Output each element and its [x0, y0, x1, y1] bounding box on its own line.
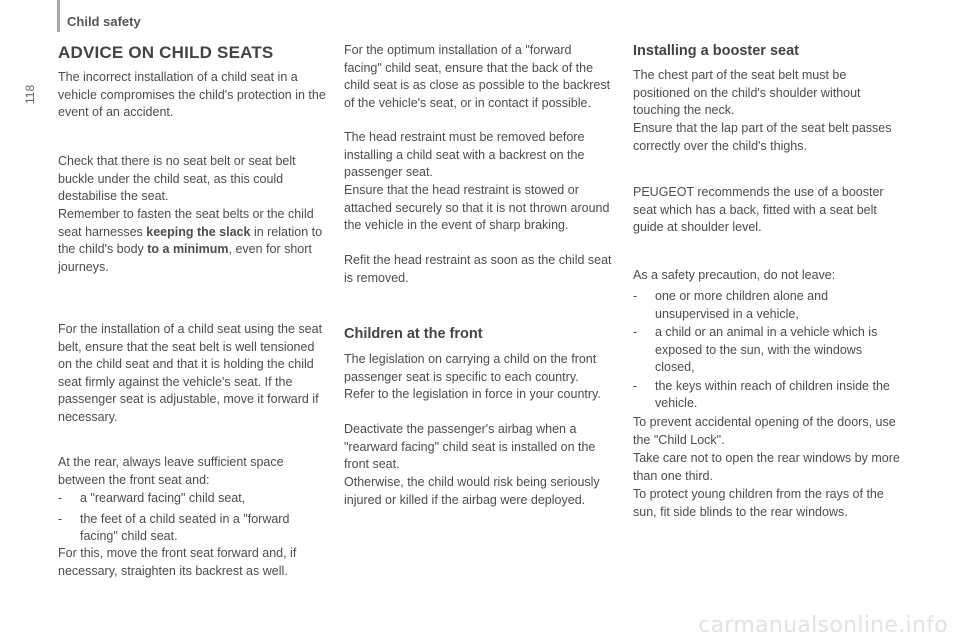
list-dash: - — [633, 289, 638, 303]
paragraph-deactivate-airbag: Deactivate the passenger's airbag when a "rearward facing" child seat is installed on the front seat. — [344, 422, 596, 471]
paragraph-remove-head-restraint: The head restraint must be removed before installing a child seat with a backrest on the passenger seat. — [344, 130, 585, 179]
paragraph-rear-windows: Take care not to open the rear windows by more than one third. — [633, 451, 900, 483]
text-run: Remember to fasten the seat belts or the child seat harnesses — [58, 207, 314, 239]
paragraph-peugeot-recommends: PEUGEOT recommends the use of a booster seat which has a back, fitted with a seat belt guide at shoulder level. — [633, 185, 884, 234]
paragraph-rear-space: At the rear, always leave sufficient space between the front seat and: — [58, 455, 284, 487]
text-run: , even for short journeys. — [58, 242, 312, 274]
paragraph-installation-seat-belt: For the installation of a child seat using the seat belt, ensure that the seat belt is well tensioned on the child seat and that it is holding the child seat firmly against the vehicle's seat. If the passenger seat is adjustable, move it forward if necessary. — [58, 322, 323, 424]
watermark: carmanualsonline.info — [698, 613, 948, 638]
paragraph-check-seat-belt: Check that there is no seat belt or seat belt buckle under the child seat, as this could destabilise the seat. — [58, 154, 296, 203]
paragraph-chest-belt: The chest part of the seat belt must be positioned on the child's shoulder without touching the neck. — [633, 68, 861, 117]
header-accent-bar — [57, 0, 60, 32]
paragraph-move-front-seat: For this, move the front seat forward and, if necessary, straighten its backrest as well. — [58, 546, 297, 578]
paragraph-child-lock: To prevent accidental opening of the doors, use the "Child Lock". — [633, 415, 896, 447]
list-item — [633, 324, 905, 377]
list-item — [633, 378, 905, 413]
list-dash: - — [633, 378, 638, 393]
subtitle-children-front: Children at the front — [344, 326, 483, 342]
list-rear-space — [58, 490, 330, 546]
list-dash: - — [58, 491, 63, 505]
emphasis-keeping-slack: keeping the slack — [146, 224, 251, 239]
page-title: ADVICE ON CHILD SEATS — [58, 43, 274, 62]
paragraph-safety-precaution: As a safety precaution, do not leave: — [633, 268, 836, 282]
list-dash: - — [58, 511, 63, 526]
paragraph-optimum-installation: For the optimum installation of a "forward facing" child seat, ensure that the back of the child seat is as close as possible to the backrest of the vehicle's seat, or in contact if possible. — [344, 43, 611, 110]
list-item — [633, 288, 905, 323]
list-item-text: a "rearward facing" child seat, — [80, 491, 246, 505]
list-item-text: the feet of a child seated in a "forward facing" child seat. — [80, 511, 290, 543]
paragraph-legislation: The legislation on carrying a child on the front passenger seat is specific to each country. Refer to the legislation in force in your country. — [344, 352, 601, 401]
page-number-box — [6, 40, 37, 104]
list-item-text: a child or an animal in a vehicle which is exposed to the sun, with the windows closed, — [655, 325, 878, 374]
page-number: 118 — [23, 84, 37, 104]
text-run: in relation to the child's body — [58, 224, 323, 256]
section-label: Child safety — [67, 14, 141, 29]
list-dash: - — [633, 325, 638, 339]
paragraph-incorrect-installation: The incorrect installation of a child seat in a vehicle compromises the child's protection in the event of an accident. — [58, 70, 326, 119]
list-do-not-leave — [633, 288, 905, 413]
subtitle-booster-seat: Installing a booster seat — [633, 43, 799, 59]
paragraph-stow-head-restraint: Ensure that the head restraint is stowed or attached securely so that it is not thrown around the vehicle in the event of sharp braking. — [344, 183, 610, 232]
list-item — [58, 490, 330, 508]
emphasis-to-minimum: to a minimum — [147, 242, 229, 256]
paragraph-side-blinds: To protect young children from the rays of the sun, fit side blinds to the rear windows. — [633, 487, 884, 519]
paragraph-lap-belt: Ensure that the lap part of the seat belt passes correctly over the child's thighs. — [633, 121, 892, 153]
paragraph-refit-head-restraint: Refit the head restraint as soon as the child seat is removed. — [344, 253, 612, 285]
paragraph-airbag-risk: Otherwise, the child would risk being seriously injured or killed if the airbag were deployed. — [344, 475, 600, 507]
paragraph-fasten-belts — [58, 206, 330, 276]
list-item — [58, 511, 330, 546]
list-item-text: one or more children alone and unsupervised in a vehicle, — [655, 289, 829, 321]
list-item-text: the keys within reach of children inside the vehicle. — [655, 378, 890, 410]
